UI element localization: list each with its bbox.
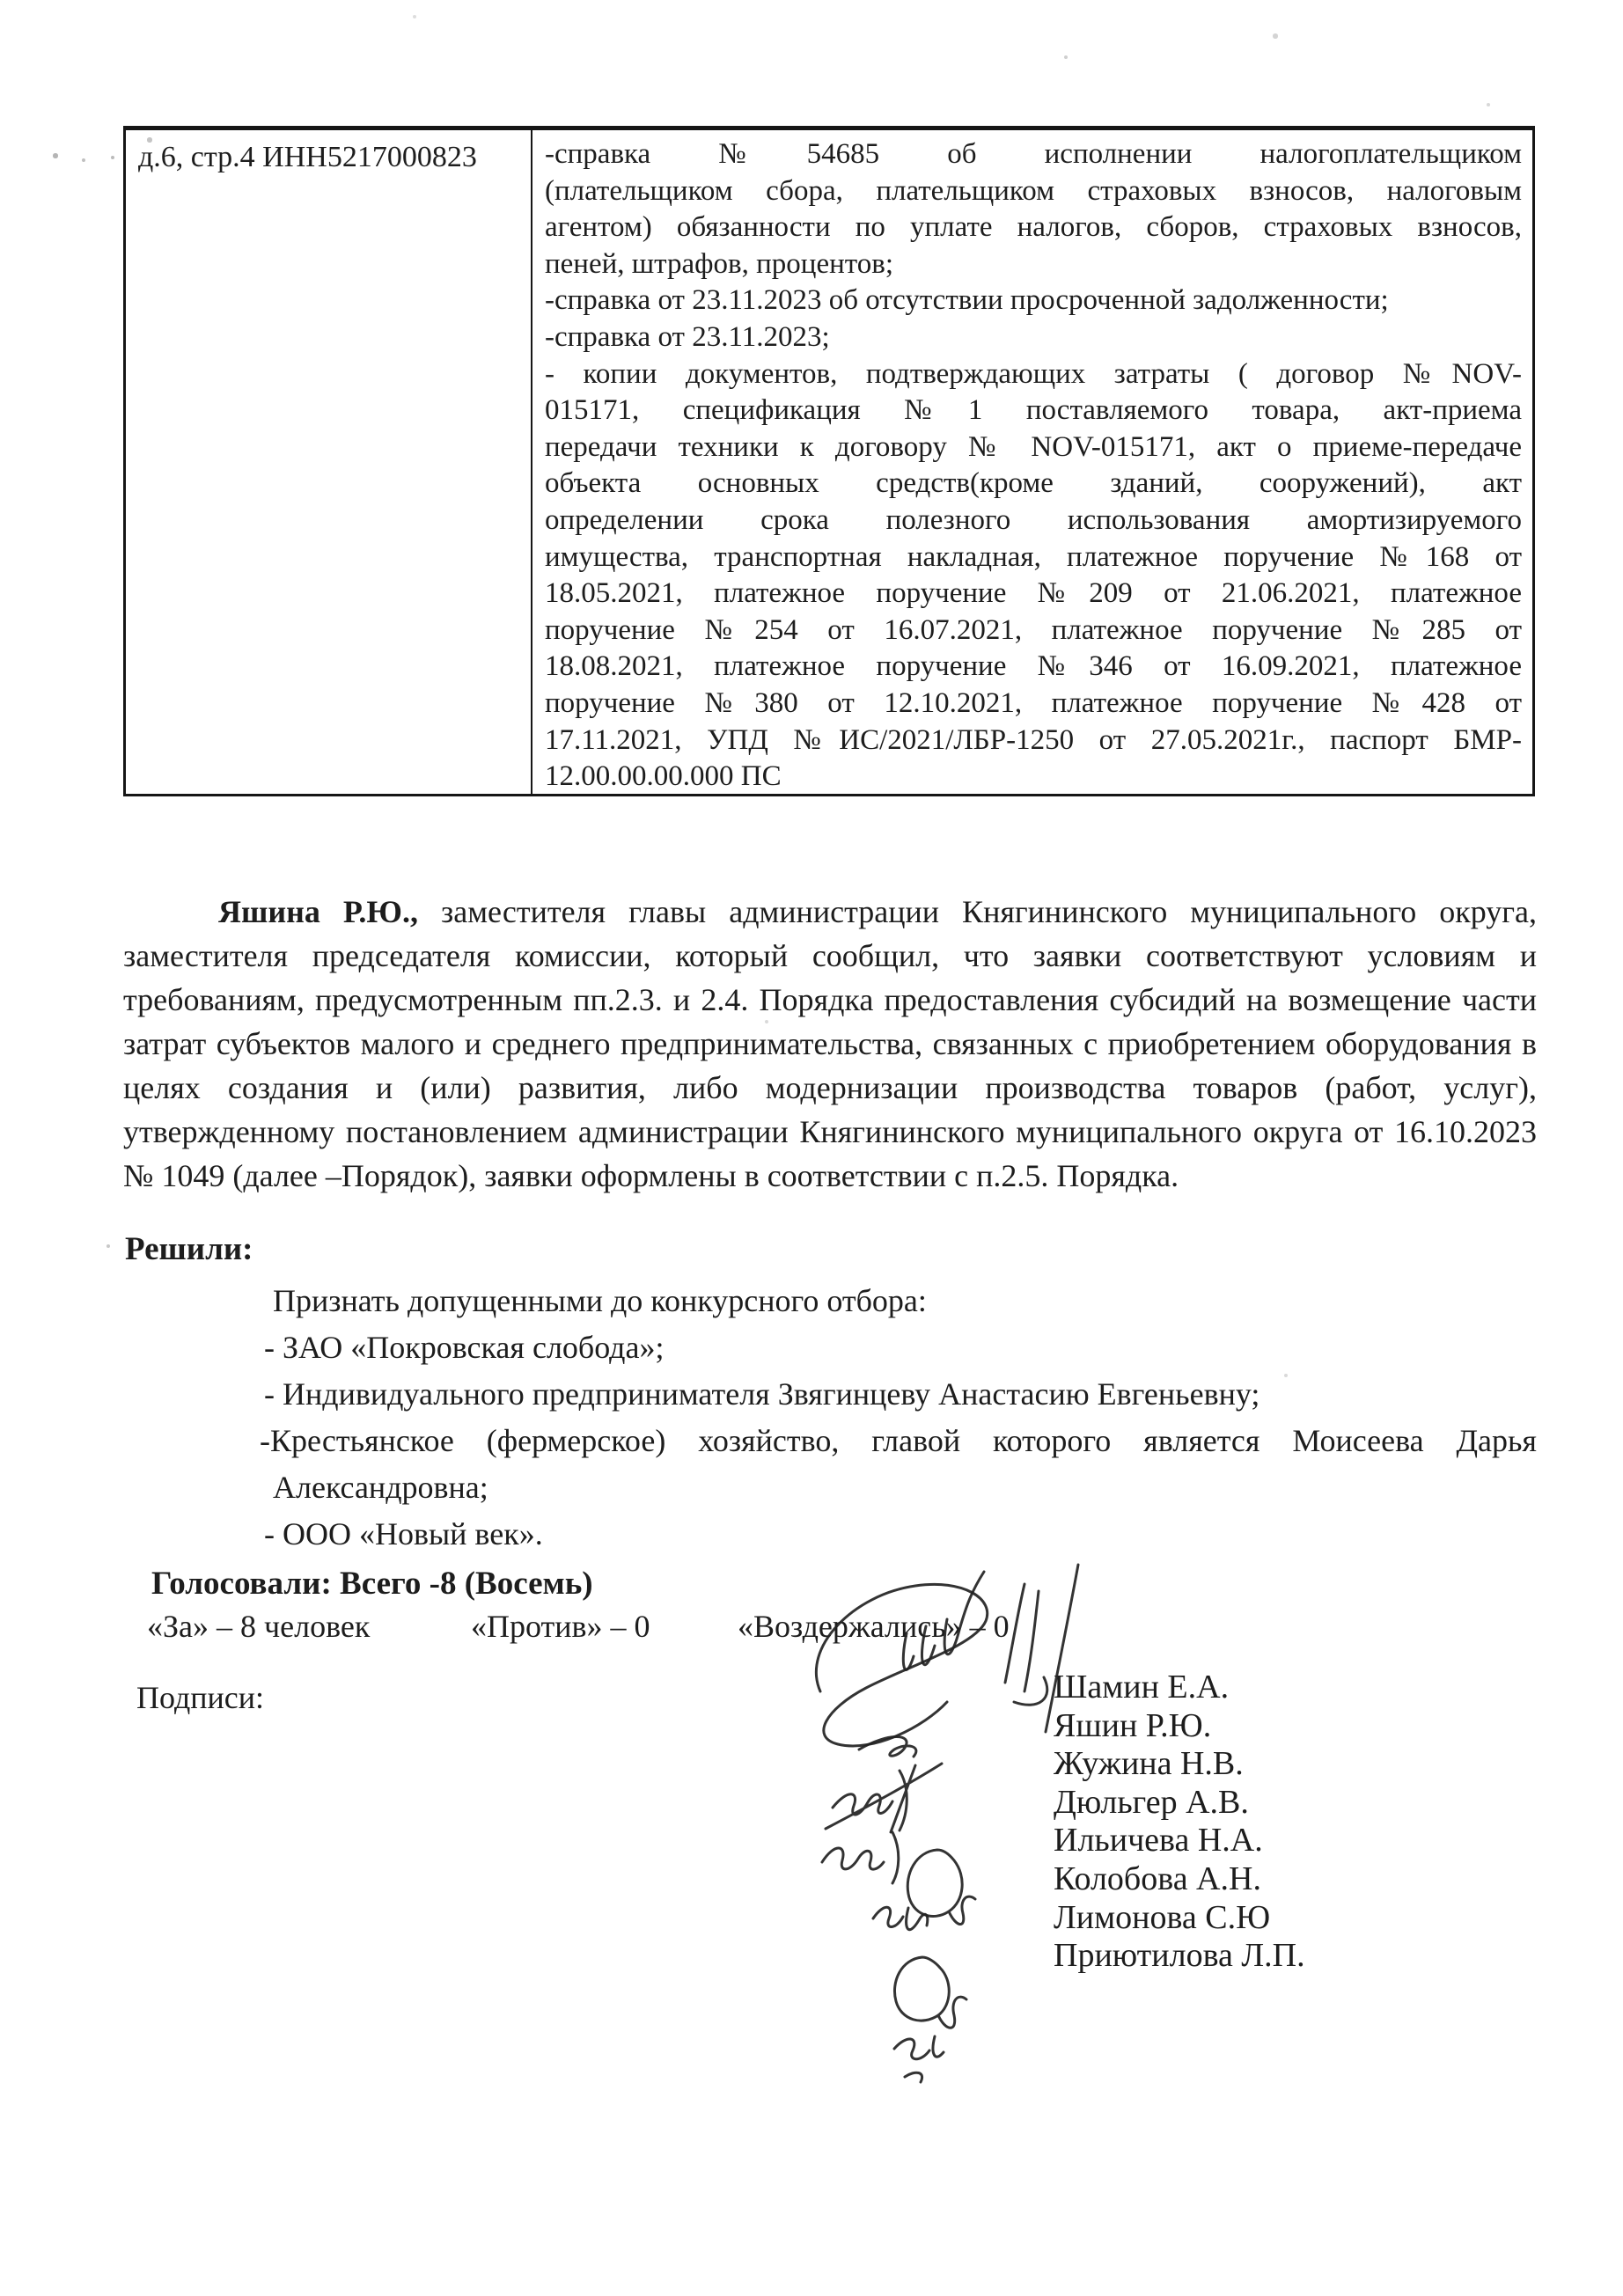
document-list-line: -справка от 23.11.2023 об отсутствии просроченной задолженности;	[545, 284, 1389, 317]
document-list-line: имущества, транспортная накладная, платежное поручение №168 от	[545, 540, 1522, 573]
document-list-line: -справка от 23.11.2023;	[545, 320, 830, 353]
vote-for-count: «За» – 8 человек	[147, 1609, 371, 1644]
document-list-line: 17.11.2021, УПД №ИС/2021/ЛБР-1250 от 27.05.2021г., паспорт БМР-	[545, 723, 1522, 756]
document-list-line: 12.00.00.00.000 ПС	[545, 760, 782, 793]
signature-name: Дюльгер А.В.	[1054, 1783, 1249, 1821]
table-cell-documents	[532, 130, 1532, 794]
resolution-item: Признать допущенными до конкурсного отбора:	[273, 1283, 927, 1318]
vote-against-count: «Против» – 0	[471, 1609, 650, 1644]
signature-name: Шамин Е.А.	[1054, 1669, 1230, 1705]
signature-name: Ильичева Н.А.	[1054, 1822, 1263, 1860]
document-list-line: 18.08.2021, платежное поручение №346 от 16.09.2021, платежное	[545, 650, 1522, 683]
vote-abstained-count: «Воздержались» – 0	[738, 1609, 1010, 1644]
resolution-item: - Индивидуального предпринимателя Звягинцеву Анастасию Евгеньевну;	[264, 1376, 1260, 1412]
document-list-line: 015171, спецификация №1 поставляемого товара, акт-приема	[545, 394, 1522, 427]
resolution-items-list	[123, 1278, 1537, 1558]
resolution-item: -Крестьянское (фермерское) хозяйство, главой которого является Моисеева Дарья	[260, 1423, 1537, 1458]
signature-name: Лимонова С.Ю	[1054, 1898, 1271, 1936]
document-list-line: пеней, штрафов, процентов;	[545, 247, 893, 280]
resolution-item: - ООО «Новый век».	[264, 1516, 543, 1551]
document-list-line: объекта основных средств(кроме зданий, сооружений), акт	[545, 467, 1522, 500]
document-list-line: передачи техники к договору № NOV-015171, акт о приеме-передаче	[545, 430, 1522, 463]
main-paragraph	[123, 890, 1537, 1198]
resolution-item: Александровна;	[273, 1470, 488, 1505]
document-list-line: определении срока полезного использования амортизируемого	[545, 503, 1522, 536]
signature-name: Колобова А.Н.	[1054, 1860, 1261, 1897]
paragraph-body-text: заместителя главы администрации Княгининского муниципального округа, заместителя председателя комиссии, который сообщил, что заявки соответствуют условиям и требованиям, предусмотренным пп.2.3. и 2.4. Порядка предоставления субсидий на возмещение части затрат субъектов малого и среднего предпринимательства, связанных с приобретением оборудования в целях создания и (или) развития, либо модернизации производства товаров (работ, услуг), утвержденному постановлением администрации Княгининского муниципального округа от 16.10.2023 № 1049 (далее –Порядок), заявки оформлены в соответствии с п.2.5. Порядка.	[123, 894, 1537, 1193]
document-list-line: агентом) обязанности по уплате налогов, сборов, страховых взносов,	[545, 211, 1522, 244]
signature-name: Яшин Р.Ю.	[1054, 1706, 1212, 1744]
handwritten-signatures-scribble	[775, 1559, 1144, 2105]
documents-table	[123, 126, 1535, 796]
paragraph-speaker-name: Яшина Р.Ю.,	[218, 894, 418, 929]
document-list-line: (плательщиком сбора, плательщиком страховых взносов, налоговым	[545, 174, 1522, 207]
signatures-label: Подписи:	[136, 1680, 265, 1715]
signature-name: Жужина Н.В.	[1054, 1745, 1244, 1783]
resolution-item: - ЗАО «Покровская слобода»;	[264, 1330, 665, 1365]
document-list-line: поручение №254 от 16.07.2021, платежное поручение №285 от	[545, 613, 1522, 646]
document-list-line: -справка №54685 об исполнении налогоплательщиком	[545, 138, 1522, 170]
document-list-line: 18.05.2021, платежное поручение №209 от 21.06.2021, платежное	[545, 577, 1522, 610]
document-list-line: - копии документов, подтверждающих затраты ( договор №NOV-	[545, 357, 1522, 390]
voting-heading: Голосовали: Всего -8 (Восемь)	[151, 1566, 593, 1602]
signature-name: Приютилова Л.П.	[1054, 1937, 1305, 1975]
scan-noise-speckles	[0, 0, 2, 2]
table-cell-applicant: д.6, стр.4 ИНН5217000823	[126, 130, 532, 794]
document-list-line: поручение №380 от 12.10.2021, платежное поручение №428 от	[545, 686, 1522, 719]
resolution-heading: Решили:	[125, 1231, 253, 1267]
